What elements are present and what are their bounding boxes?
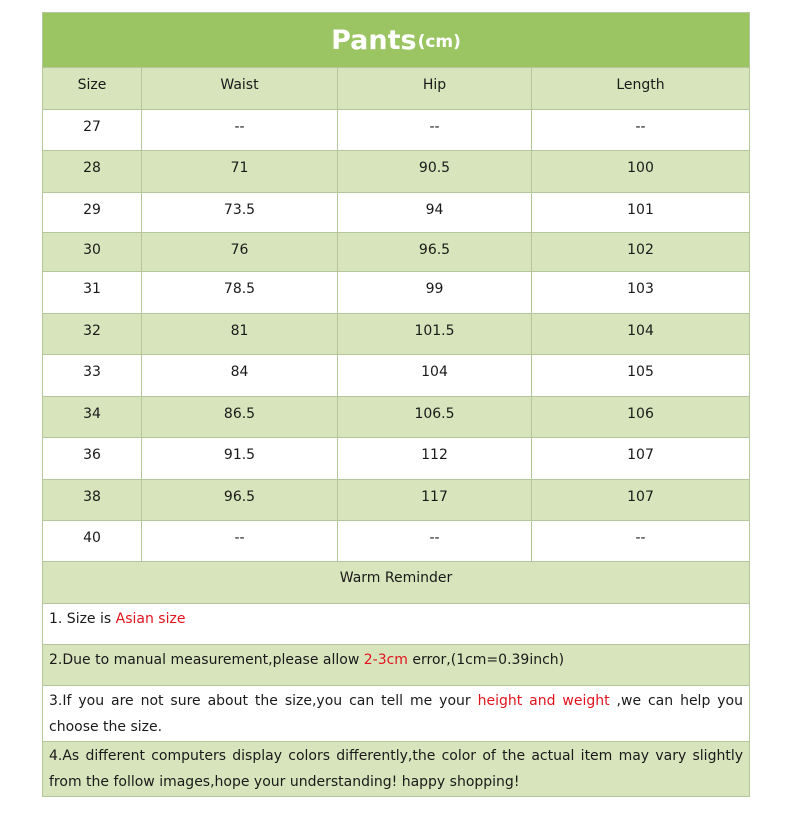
cell-length: 100 <box>627 160 654 176</box>
table-row <box>43 314 749 355</box>
reminder-note-3 <box>43 686 749 742</box>
note-2-text-end: error,(1cm=0.39inch) <box>407 652 565 668</box>
cell-hip: 90.5 <box>338 151 532 192</box>
cell-waist: -- <box>142 521 338 561</box>
cell-hip: 99 <box>338 272 532 313</box>
cell-hip: 96.5 <box>338 233 532 271</box>
cell-size: 28 <box>43 151 142 192</box>
chart-title-bar <box>43 13 749 68</box>
table-header-row <box>43 68 749 110</box>
cell-waist: 71 <box>142 151 338 192</box>
table-row <box>43 397 749 438</box>
cell-size: 34 <box>43 397 142 437</box>
header-length: Length <box>616 77 665 93</box>
note-3-text: 3.If you are not sure about the size,you can tell me your <box>49 693 478 709</box>
size-chart <box>42 12 750 797</box>
cell-waist: 96.5 <box>142 480 338 520</box>
cell-hip: 94 <box>338 193 532 232</box>
table-row <box>43 438 749 480</box>
cell-waist: 81 <box>142 314 338 354</box>
table-row <box>43 480 749 521</box>
reminder-note-2 <box>43 645 749 686</box>
cell-size: 31 <box>43 272 142 313</box>
note-3-highlight: height and weight <box>477 693 610 709</box>
cell-hip: 112 <box>338 438 532 479</box>
note-3-text-end: ,we can help you choose the size. <box>49 693 743 735</box>
note-1-highlight: Asian size <box>115 611 186 627</box>
cell-length: 103 <box>627 281 654 297</box>
table-row <box>43 110 749 151</box>
note-1-text: 1. Size is <box>49 611 116 627</box>
cell-length: 107 <box>627 489 654 505</box>
cell-hip: -- <box>338 521 532 561</box>
table-row <box>43 355 749 397</box>
cell-size: 40 <box>43 521 142 561</box>
note-4-text: 4.As different computers display colors differently,the color of the actual item may vary slightly from the follow images,hope your understanding! happy shopping! <box>49 748 743 790</box>
table-row <box>43 193 749 233</box>
cell-size: 29 <box>43 193 142 232</box>
table-row <box>43 272 749 314</box>
header-waist: Waist <box>142 68 338 109</box>
table-row <box>43 233 749 272</box>
note-2-highlight: 2-3cm <box>363 652 408 668</box>
cell-waist: 91.5 <box>142 438 338 479</box>
cell-length: 101 <box>627 202 654 218</box>
table-row <box>43 151 749 193</box>
cell-length: -- <box>635 119 646 135</box>
cell-length: 105 <box>627 364 654 380</box>
header-hip: Hip <box>338 68 532 109</box>
cell-size: 32 <box>43 314 142 354</box>
cell-size: 38 <box>43 480 142 520</box>
cell-size: 36 <box>43 438 142 479</box>
chart-title: Pants <box>331 24 417 56</box>
cell-length: 107 <box>627 447 654 463</box>
reminder-note-1 <box>43 604 749 645</box>
cell-hip: 117 <box>338 480 532 520</box>
note-2-text: 2.Due to manual measurement,please allow <box>49 652 364 668</box>
cell-length: 104 <box>627 323 654 339</box>
chart-title-unit: (cm) <box>417 32 461 52</box>
table-body <box>43 110 749 562</box>
cell-hip: -- <box>338 110 532 150</box>
cell-waist: 76 <box>142 233 338 271</box>
cell-waist: -- <box>142 110 338 150</box>
cell-length: 102 <box>627 242 654 258</box>
cell-size: 33 <box>43 355 142 396</box>
cell-size: 27 <box>43 110 142 150</box>
cell-hip: 104 <box>338 355 532 396</box>
cell-length: -- <box>635 530 646 546</box>
cell-waist: 78.5 <box>142 272 338 313</box>
header-size: Size <box>43 68 142 109</box>
cell-hip: 101.5 <box>338 314 532 354</box>
cell-hip: 106.5 <box>338 397 532 437</box>
cell-waist: 73.5 <box>142 193 338 232</box>
cell-size: 30 <box>43 233 142 271</box>
reminder-note-4 <box>43 742 749 796</box>
reminder-title: Warm Reminder <box>43 562 749 604</box>
cell-length: 106 <box>627 406 654 422</box>
table-row <box>43 521 749 562</box>
cell-waist: 84 <box>142 355 338 396</box>
cell-waist: 86.5 <box>142 397 338 437</box>
